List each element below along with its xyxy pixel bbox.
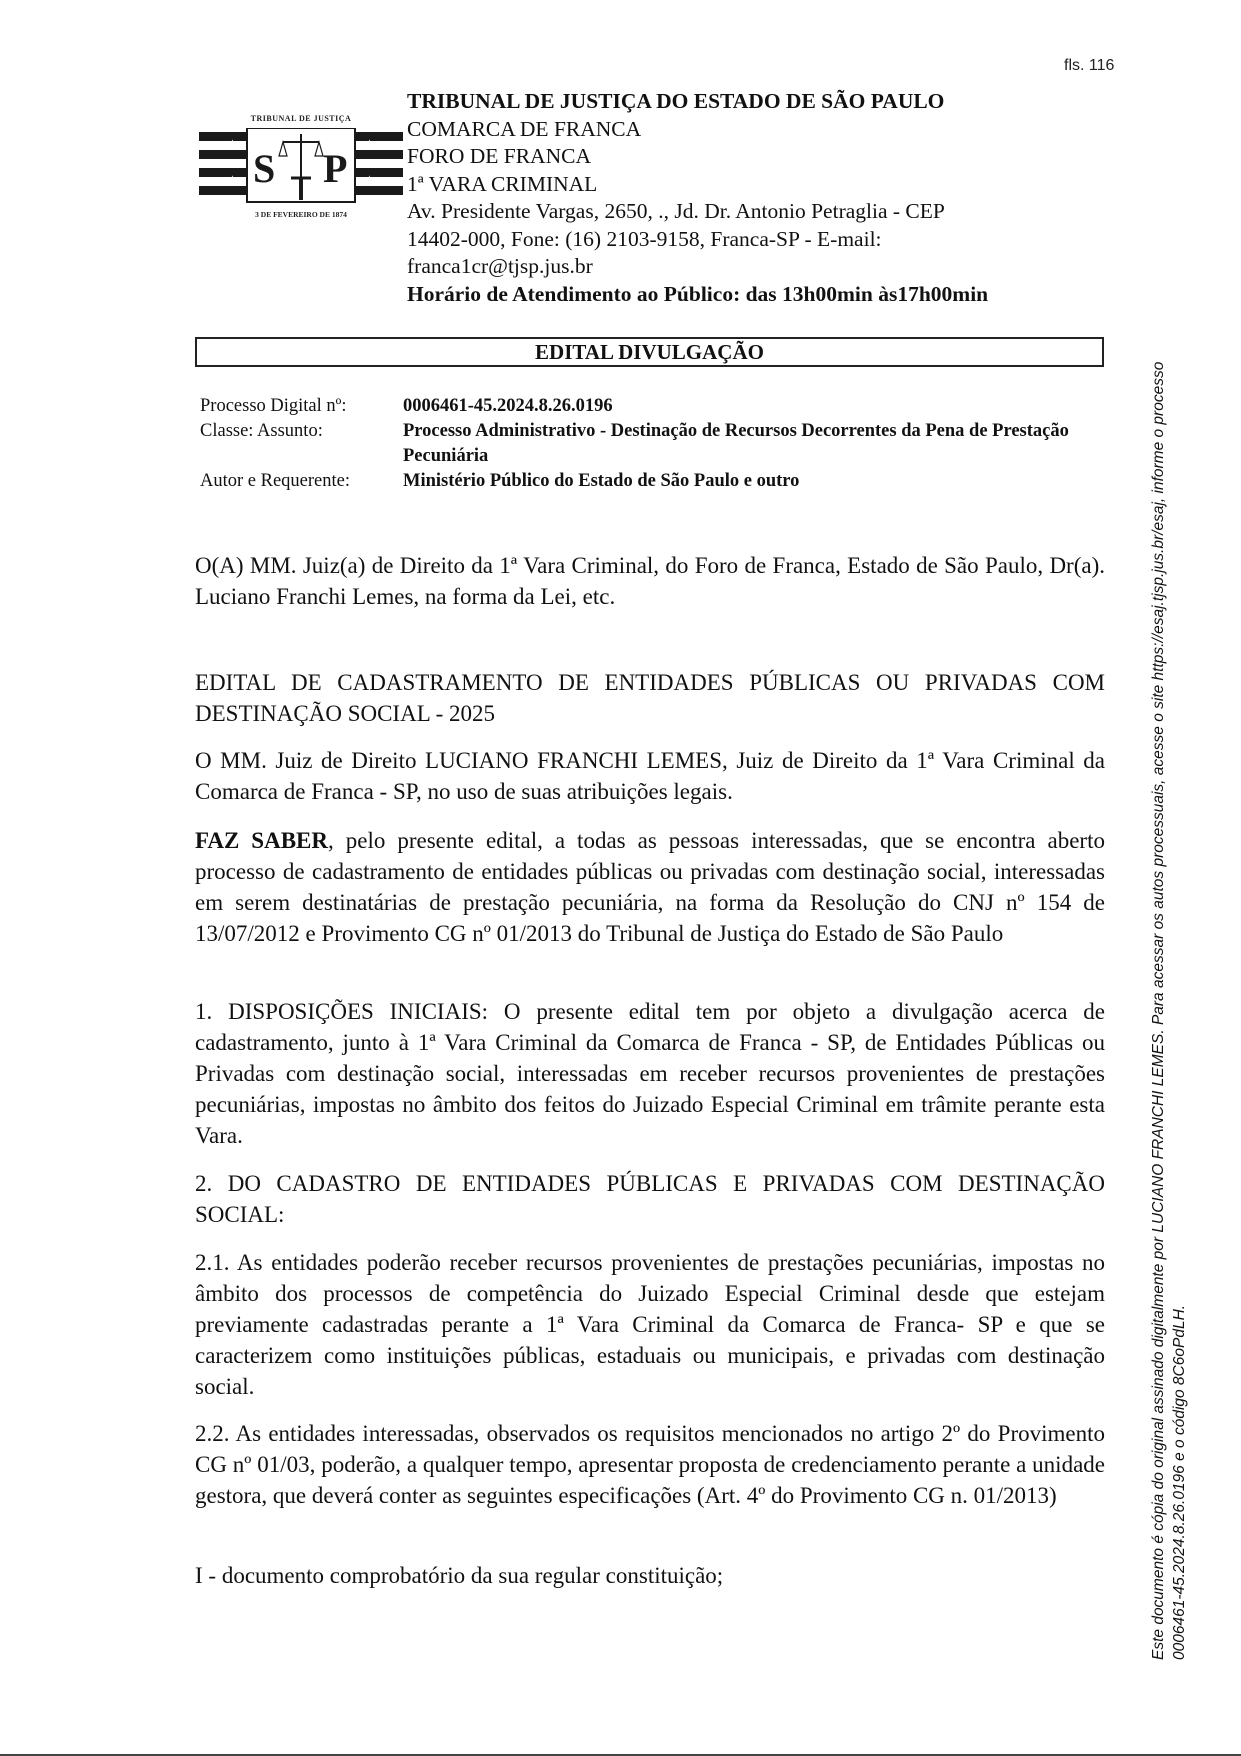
logo-top-text: TRIBUNAL DE JUSTIÇA bbox=[250, 114, 352, 123]
case-info-row bbox=[200, 419, 1100, 469]
court-logo bbox=[199, 100, 403, 228]
svg-text:★: ★ bbox=[227, 137, 238, 151]
digital-signature-stamp bbox=[1148, 240, 1190, 1660]
svg-text:★: ★ bbox=[364, 137, 375, 151]
stamp-line: Este documento é cópia do original assinado digitalmente por LUCIANO FRANCHI LEMES. Para acessar os autos processuais, acesse o site https://esaj.tjsp.jus.br/esaj, informe o processo bbox=[1150, 361, 1167, 1660]
svg-text:★: ★ bbox=[227, 173, 238, 187]
faz-saber-text: , pelo presente edital, a todas as pessoas interessadas, que se encontra aberto processo de cadastramento de entidades públicas ou privadas com destinação social, interessadas em serem destinatárias de prestação pecuniária, na forma da Resolução do CNJ nº 154 de 13/07/2012 e Provimento CG nº 01/2013 do Tribunal de Justiça do Estado de São Paulo bbox=[195, 828, 1105, 946]
edital-heading: EDITAL DE CADASTRAMENTO DE ENTIDADES PÚBLICAS OU PRIVADAS COM DESTINAÇÃO SOCIAL - 2025 bbox=[195, 670, 1105, 726]
case-info-label: Autor e Requerente: bbox=[200, 471, 350, 491]
section-2-2-paragraph: 2.2. As entidades interessadas, observados os requisitos mencionados no artigo 2º do Provimento CG nº 01/03, poderão, a qualquer tempo, apresentar proposta de credenciamento perante a unidade gestora, que deverá conter as seguintes especificações (Art. 4º do Provimento CG n. 01/2013) bbox=[195, 1421, 1105, 1508]
address-line: Av. Presidente Vargas, 2650, ., Jd. Dr. Antonio Petraglia - CEP bbox=[407, 199, 945, 223]
court-header bbox=[407, 88, 1067, 308]
email-address: franca1cr@tjsp.jus.br bbox=[407, 254, 593, 278]
case-info-label: Processo Digital nº: bbox=[200, 396, 347, 416]
page-number: fls. 116 bbox=[1064, 57, 1115, 74]
logo-bottom-text: 3 DE FEVEREIRO DE 1874 bbox=[255, 210, 347, 219]
case-info-table bbox=[200, 394, 1100, 494]
faz-saber-paragraph bbox=[195, 825, 1105, 949]
section-1-paragraph: 1. DISPOSIÇÕES INICIAIS: O presente edital tem por objeto a divulgação acerca de cadastramento, junto à 1ª Vara Criminal da Comarca de Franca - SP, de Entidades Públicas ou Privadas com destinação social, interessadas em receber recursos provenientes de prestações pecuniárias, impostas no âmbito dos feitos do Juizado Especial Criminal em trâmite perante esta Vara. bbox=[195, 999, 1105, 1148]
stamp-line: 0006461-45.2024.8.26.0196 e o código 8C6oPdLH. bbox=[1171, 1304, 1188, 1660]
case-info-label: Classe: Assunto: bbox=[200, 421, 323, 441]
coat-of-arms-icon bbox=[199, 128, 403, 208]
office-hours: Horário de Atendimento ao Público: das 13h00min às17h00min bbox=[407, 281, 989, 306]
item-i-paragraph: I - documento comprobatório da sua regular constituição; bbox=[195, 1563, 724, 1588]
foro: FORO DE FRANCA bbox=[407, 144, 591, 168]
case-info-row bbox=[200, 469, 1100, 494]
faz-saber-lead: FAZ SABER bbox=[195, 828, 328, 853]
vara: 1ª VARA CRIMINAL bbox=[407, 171, 598, 196]
section-2-1-paragraph: 2.1. As entidades poderão receber recursos provenientes de prestações pecuniárias, impostas no âmbito dos processos de competência do Juizado Especial Criminal desde que estejam previamente cadastradas perante a 1ª Vara Criminal da Comarca de Franca- SP e que se caracterizem como instituições públicas, estaduais ou municipais, e privadas com destinação social. bbox=[195, 1250, 1105, 1399]
judge-statement: O MM. Juiz de Direito LUCIANO FRANCHI LEMES, Juiz de Direito da 1ª Vara Criminal da Comarca de Franca - SP, no uso de suas atribuições legais. bbox=[195, 748, 1105, 804]
document-title: EDITAL DIVULGAÇÃO bbox=[195, 337, 1104, 367]
case-info-row bbox=[200, 394, 1100, 419]
logo-letter-p: P bbox=[323, 146, 348, 191]
court-name: TRIBUNAL DE JUSTIÇA DO ESTADO DE SÃO PAULO bbox=[407, 89, 945, 113]
intro-paragraph: O(A) MM. Juiz(a) de Direito da 1ª Vara Criminal, do Foro de Franca, Estado de São Paulo, Dr(a). Luciano Franchi Lemes, na forma da Lei, etc. bbox=[195, 553, 1105, 609]
section-2-heading: 2. DO CADASTRO DE ENTIDADES PÚBLICAS E PRIVADAS COM DESTINAÇÃO SOCIAL: bbox=[195, 1171, 1105, 1227]
comarca: COMARCA DE FRANCA bbox=[407, 116, 642, 141]
case-number: 0006461-45.2024.8.26.0196 bbox=[403, 396, 613, 416]
case-subject: Processo Administrativo - Destinação de Recursos Decorrentes da Pena de Prestação Pecuniária bbox=[403, 421, 1069, 466]
address-line: 14402-000, Fone: (16) 2103-9158, Franca-SP - E-mail: bbox=[407, 226, 882, 251]
case-author: Ministério Público do Estado de São Paulo e outro bbox=[403, 471, 800, 491]
logo-letter-s: S bbox=[253, 146, 276, 191]
svg-text:★: ★ bbox=[364, 173, 375, 187]
